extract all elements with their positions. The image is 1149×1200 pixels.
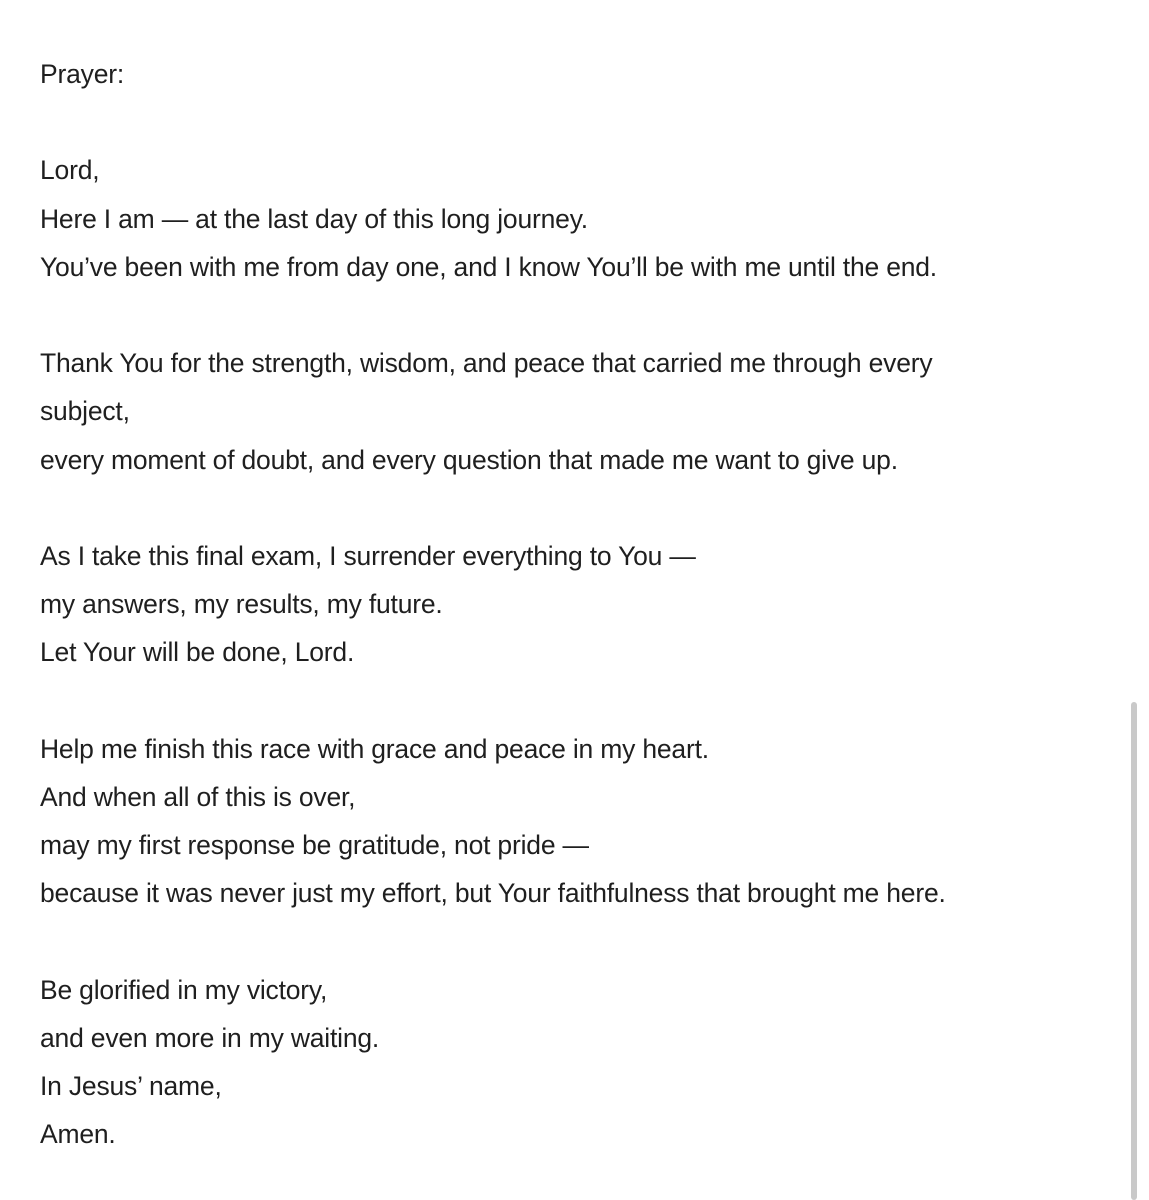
text-line: Be glorified in my victory, [40, 974, 328, 1005]
text-line: because it was never just my effort, but Your faithfulness that brought me here. [40, 878, 946, 909]
scrollbar-thumb[interactable] [1131, 702, 1137, 1200]
text-line: In Jesus’ name, [40, 1070, 222, 1101]
text-line: my answers, my results, my future. [40, 589, 443, 620]
text-line: Amen. [40, 1119, 116, 1150]
text-line: may my first response be gratitude, not pride — [40, 830, 589, 860]
blank-line [40, 676, 1100, 724]
blank-line [40, 98, 1100, 146]
blank-line [40, 917, 1100, 965]
text-line: Thank You for the strength, wisdom, and peace that carried me through every [40, 348, 933, 379]
text-line: Lord, [40, 155, 100, 186]
text-line: Let Your will be done, Lord. [40, 637, 355, 668]
text-line: subject, [40, 396, 130, 427]
document-body [40, 50, 1100, 1158]
text-line: You’ve been with me from day one, and I know You’ll be with me until the end. [40, 251, 937, 282]
blank-line [40, 291, 1100, 339]
text-line: and even more in my waiting. [40, 1022, 380, 1053]
text-line: every moment of doubt, and every question that made me want to give up. [40, 444, 898, 475]
text-line: Help me finish this race with grace and peace in my heart. [40, 733, 709, 764]
text-line: And when all of this is over, [40, 781, 356, 812]
text-line: Prayer: [40, 59, 125, 89]
text-line: As I take this final exam, I surrender everything to You — [40, 540, 696, 571]
blank-line [40, 484, 1100, 532]
text-line: Here I am — at the last day of this long journey. [40, 203, 588, 234]
